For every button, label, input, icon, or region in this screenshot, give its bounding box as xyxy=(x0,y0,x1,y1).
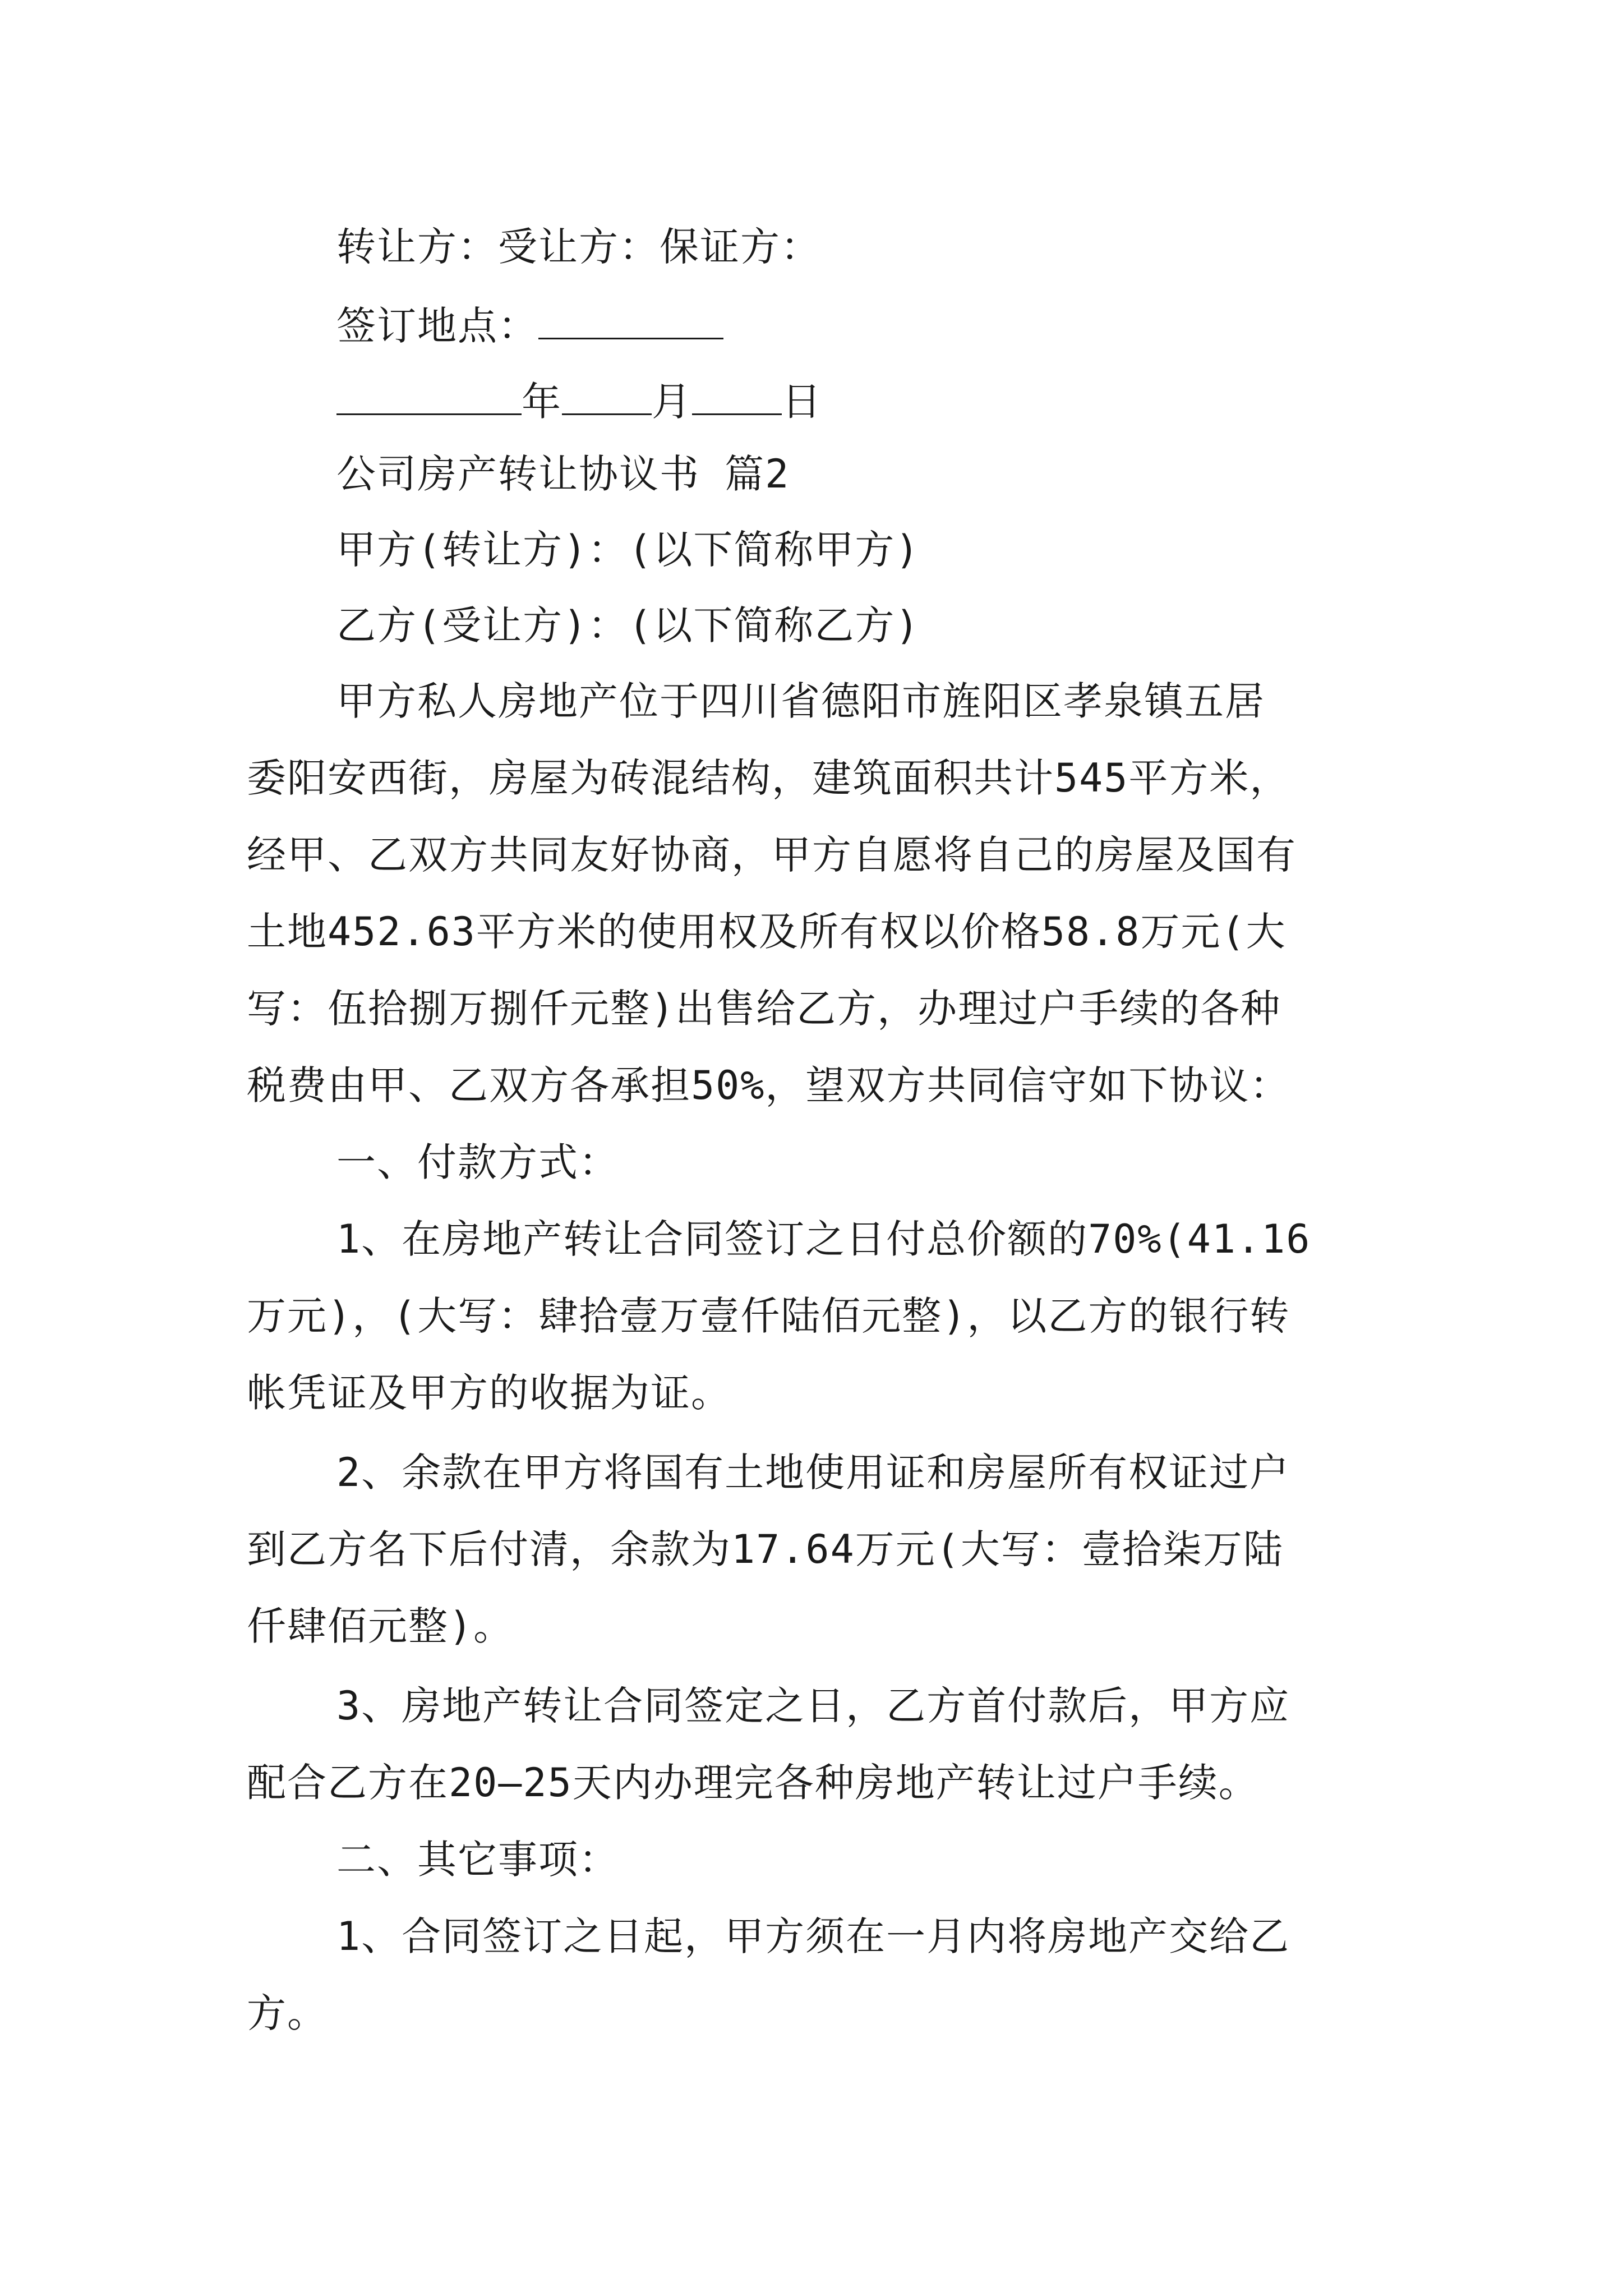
party-b-line: 乙方(受让方)：(以下简称乙方) xyxy=(336,602,920,648)
year-blank xyxy=(336,379,522,415)
payment-3-line: 配合乙方在20—25天内办理完各种房地产转让过户手续。 xyxy=(247,1760,1259,1806)
intro-line: 写：伍拾捌万捌仟元整)出售给乙方，办理过户手续的各种 xyxy=(247,986,1281,1032)
party-a-line: 甲方(转让方)：(以下简称甲方) xyxy=(336,527,920,573)
month-label: 月 xyxy=(652,379,692,425)
payment-2-line: 仟肆佰元整)。 xyxy=(247,1603,514,1649)
parties-line: 转让方：受让方：保证方： xyxy=(336,224,821,270)
intro-line: 委阳安西街，房屋为砖混结构，建筑面积共计545平方米， xyxy=(247,755,1290,801)
day-label: 日 xyxy=(782,379,822,425)
other-1-line: 1、合同签订之日起，甲方须在一月内将房地产交给乙 xyxy=(336,1913,1290,1959)
payment-3-line: 3、房地产转让合同签定之日，乙方首付款后，甲方应 xyxy=(336,1683,1290,1729)
date-line xyxy=(336,379,822,425)
signing-place-blank xyxy=(538,303,723,339)
month-blank xyxy=(562,379,652,415)
section-title: 公司房产转让协议书 篇2 xyxy=(336,451,790,497)
intro-line: 土地452.63平方米的使用权及所有权以价格58.8万元(大 xyxy=(247,909,1287,955)
heading-payment: 一、付款方式： xyxy=(336,1139,619,1185)
payment-1-line: 1、在房地产转让合同签订之日付总价额的70%(41.16 xyxy=(336,1216,1311,1262)
day-blank xyxy=(692,379,782,415)
payment-1-line: 万元)，(大写：肆拾壹万壹仟陆佰元整)，以乙方的银行转 xyxy=(247,1293,1290,1339)
signing-place-label: 签订地点： xyxy=(336,303,538,349)
payment-2-line: 2、余款在甲方将国有土地使用证和房屋所有权证过户 xyxy=(336,1450,1290,1496)
intro-line: 经甲、乙双方共同友好协商，甲方自愿将自己的房屋及国有 xyxy=(247,832,1297,878)
intro-line: 税费由甲、乙双方各承担50%，望双方共同信守如下协议： xyxy=(247,1062,1290,1108)
signing-place-line xyxy=(336,303,723,349)
heading-other: 二、其它事项： xyxy=(336,1837,619,1883)
intro-line: 甲方私人房地产位于四川省德阳市旌阳区孝泉镇五居 xyxy=(336,678,1265,724)
payment-1-line: 帐凭证及甲方的收据为证。 xyxy=(247,1370,731,1416)
year-label: 年 xyxy=(522,379,562,425)
other-1-line: 方。 xyxy=(247,1990,328,2036)
payment-2-line: 到乙方名下后付清，余款为17.64万元(大写：壹拾柒万陆 xyxy=(247,1526,1284,1572)
